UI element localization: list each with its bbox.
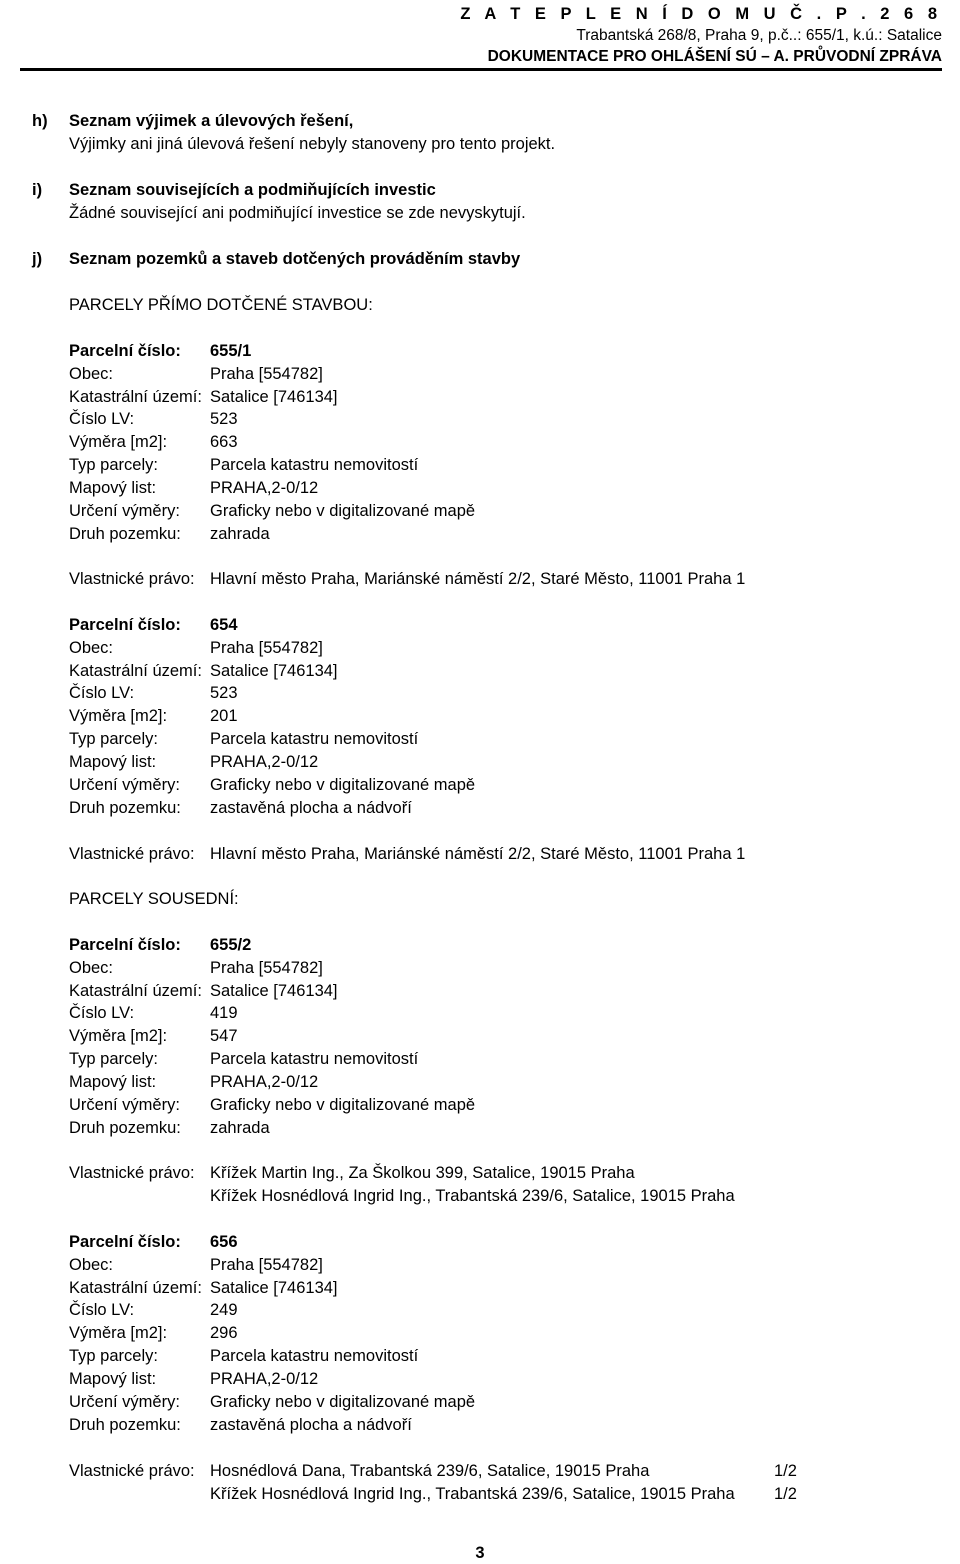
owner-row	[69, 1187, 869, 1209]
parcel-urceni-row	[69, 1096, 869, 1118]
owner-row	[69, 1164, 869, 1186]
parcel-number-label: Parcelní číslo:	[69, 342, 181, 360]
owner-row	[69, 570, 869, 592]
owner-value: Křížek Hosnédlová Ingrid Ing., Trabantská 239/6, Satalice, 19015 Praha	[210, 1485, 735, 1503]
parcel-obec-row	[69, 639, 869, 661]
parcel-number-value: 655/1	[210, 342, 252, 360]
typ-value: Parcela katastru nemovitostí	[210, 730, 419, 748]
parcel-druh-row	[69, 525, 869, 547]
section-i-title: Seznam souvisejících a podmiňujících investic	[69, 181, 436, 199]
section-j-letter: j)	[32, 250, 43, 268]
parcel-typ-row	[69, 456, 869, 478]
lv-value: 523	[210, 410, 238, 428]
lv-label: Číslo LV:	[69, 1301, 135, 1319]
parcel-typ-row	[69, 1347, 869, 1369]
vymera-value: 296	[210, 1324, 238, 1342]
parcel-lv-row	[69, 410, 869, 432]
typ-label: Typ parcely:	[69, 1050, 158, 1068]
parcel-lv-row	[69, 1301, 869, 1323]
typ-value: Parcela katastru nemovitostí	[210, 456, 419, 474]
header-address: Trabantská 268/8, Praha 9, p.č..: 655/1, k.ú.: Satalice	[576, 27, 942, 44]
typ-value: Parcela katastru nemovitostí	[210, 1050, 419, 1068]
parcel-typ-row	[69, 1050, 869, 1072]
ku-label: Katastrální území:	[69, 982, 202, 1000]
lv-value: 419	[210, 1004, 238, 1022]
owner-label: Vlastnické právo:	[69, 570, 195, 588]
obec-label: Obec:	[69, 639, 114, 657]
obec-value: Praha [554782]	[210, 959, 323, 977]
obec-value: Praha [554782]	[210, 1256, 323, 1274]
section-i-letter: i)	[32, 181, 43, 199]
parcel-mapovy-row	[69, 479, 869, 501]
parcel-druh-row	[69, 799, 869, 821]
obec-value: Praha [554782]	[210, 639, 323, 657]
owner-share: 1/2	[774, 1485, 797, 1503]
vymera-value: 663	[210, 433, 238, 451]
mapovy-value: PRAHA,2-0/12	[210, 753, 319, 771]
parcel-obec-row	[69, 959, 869, 981]
urceni-value: Graficky nebo v digitalizované mapě	[210, 502, 476, 520]
lv-label: Číslo LV:	[69, 410, 135, 428]
mapovy-label: Mapový list:	[69, 479, 157, 497]
owner-value: Křížek Hosnédlová Ingrid Ing., Trabantská 239/6, Satalice, 19015 Praha	[210, 1187, 735, 1205]
urceni-value: Graficky nebo v digitalizované mapě	[210, 1096, 476, 1114]
parcel-ku-row	[69, 982, 869, 1004]
owner-label: Vlastnické právo:	[69, 845, 195, 863]
druh-value: zahrada	[210, 525, 270, 543]
parcel-number-value: 656	[210, 1233, 238, 1251]
ku-label: Katastrální území:	[69, 1279, 202, 1297]
section-h-letter: h)	[32, 112, 48, 130]
parcel-obec-row	[69, 365, 869, 387]
owner-row	[69, 1462, 869, 1484]
druh-label: Druh pozemku:	[69, 525, 181, 543]
druh-value: zastavěná plocha a nádvoří	[210, 1416, 412, 1434]
owner-row	[69, 1485, 869, 1507]
parcel-druh-row	[69, 1416, 869, 1438]
parcel-ku-row	[69, 388, 869, 410]
header-rule	[20, 68, 942, 71]
parcel-vymera-row	[69, 1027, 869, 1049]
owner-share: 1/2	[774, 1462, 797, 1480]
mapovy-value: PRAHA,2-0/12	[210, 1370, 319, 1388]
typ-value: Parcela katastru nemovitostí	[210, 1347, 419, 1365]
owner-value: Hosnédlová Dana, Trabantská 239/6, Satalice, 19015 Praha	[210, 1462, 650, 1480]
parcel-obec-row	[69, 1256, 869, 1278]
parcel-number-label: Parcelní číslo:	[69, 616, 181, 634]
ku-value: Satalice [746134]	[210, 982, 338, 1000]
druh-label: Druh pozemku:	[69, 1119, 181, 1137]
owner-value: Křížek Martin Ing., Za Školkou 399, Satalice, 19015 Praha	[210, 1164, 635, 1182]
direct-parcels-heading: PARCELY PŘÍMO DOTČENÉ STAVBOU:	[69, 296, 373, 314]
section-h-text: Výjimky ani jiná úlevová řešení nebyly stanoveny pro tento projekt.	[69, 135, 556, 153]
typ-label: Typ parcely:	[69, 730, 158, 748]
lv-label: Číslo LV:	[69, 1004, 135, 1022]
parcel-number-row	[69, 342, 869, 364]
section-j-title: Seznam pozemků a staveb dotčených prováděním stavby	[69, 250, 521, 268]
parcel-number-value: 654	[210, 616, 238, 634]
parcel-vymera-row	[69, 433, 869, 455]
druh-value: zahrada	[210, 1119, 270, 1137]
urceni-label: Určení výměry:	[69, 502, 180, 520]
owner-row	[69, 845, 869, 867]
parcel-druh-row	[69, 1119, 869, 1141]
parcel-urceni-row	[69, 776, 869, 798]
urceni-value: Graficky nebo v digitalizované mapě	[210, 1393, 476, 1411]
urceni-label: Určení výměry:	[69, 776, 180, 794]
parcel-urceni-row	[69, 502, 869, 524]
typ-label: Typ parcely:	[69, 456, 158, 474]
parcel-lv-row	[69, 1004, 869, 1026]
section-h-title: Seznam výjimek a úlevových řešení,	[69, 112, 354, 130]
parcel-number-row	[69, 936, 869, 958]
section-i-text: Žádné související ani podmiňující investice se zde nevyskytují.	[69, 204, 526, 222]
parcel-ku-row	[69, 662, 869, 684]
vymera-label: Výměra [m2]:	[69, 433, 168, 451]
header-document-type: DOKUMENTACE PRO OHLÁŠENÍ SÚ – A. PRŮVODNÍ ZPRÁVA	[487, 48, 942, 65]
parcel-mapovy-row	[69, 1073, 869, 1095]
page-header	[460, 4, 942, 67]
obec-value: Praha [554782]	[210, 365, 323, 383]
mapovy-value: PRAHA,2-0/12	[210, 479, 319, 497]
lv-value: 523	[210, 684, 238, 702]
mapovy-label: Mapový list:	[69, 753, 157, 771]
ku-label: Katastrální území:	[69, 388, 202, 406]
obec-label: Obec:	[69, 959, 114, 977]
lv-value: 249	[210, 1301, 238, 1319]
druh-label: Druh pozemku:	[69, 1416, 181, 1434]
header-project-title: Z A T E P L E N Í D O M U Č . P . 2 6 8	[460, 5, 942, 23]
obec-label: Obec:	[69, 1256, 114, 1274]
parcel-ku-row	[69, 1279, 869, 1301]
mapovy-value: PRAHA,2-0/12	[210, 1073, 319, 1091]
parcel-number-row	[69, 616, 869, 638]
owner-label: Vlastnické právo:	[69, 1462, 195, 1480]
lv-label: Číslo LV:	[69, 684, 135, 702]
ku-value: Satalice [746134]	[210, 388, 338, 406]
obec-label: Obec:	[69, 365, 114, 383]
parcel-mapovy-row	[69, 1370, 869, 1392]
owner-value: Hlavní město Praha, Mariánské náměstí 2/2, Staré Město, 11001 Praha 1	[210, 570, 746, 588]
druh-label: Druh pozemku:	[69, 799, 181, 817]
neighbor-parcels-heading: PARCELY SOUSEDNÍ:	[69, 890, 239, 908]
parcel-vymera-row	[69, 707, 869, 729]
vymera-label: Výměra [m2]:	[69, 707, 168, 725]
vymera-label: Výměra [m2]:	[69, 1027, 168, 1045]
ku-label: Katastrální území:	[69, 662, 202, 680]
parcel-typ-row	[69, 730, 869, 752]
parcel-vymera-row	[69, 1324, 869, 1346]
parcel-number-row	[69, 1233, 869, 1255]
parcel-urceni-row	[69, 1393, 869, 1415]
parcel-lv-row	[69, 684, 869, 706]
typ-label: Typ parcely:	[69, 1347, 158, 1365]
parcel-number-label: Parcelní číslo:	[69, 1233, 181, 1251]
urceni-label: Určení výměry:	[69, 1096, 180, 1114]
parcel-number-value: 655/2	[210, 936, 252, 954]
mapovy-label: Mapový list:	[69, 1370, 157, 1388]
urceni-label: Určení výměry:	[69, 1393, 180, 1411]
urceni-value: Graficky nebo v digitalizované mapě	[210, 776, 476, 794]
mapovy-label: Mapový list:	[69, 1073, 157, 1091]
ku-value: Satalice [746134]	[210, 662, 338, 680]
ku-value: Satalice [746134]	[210, 1279, 338, 1297]
parcel-mapovy-row	[69, 753, 869, 775]
page-number: 3	[475, 1544, 485, 1562]
vymera-value: 547	[210, 1027, 238, 1045]
vymera-label: Výměra [m2]:	[69, 1324, 168, 1342]
druh-value: zastavěná plocha a nádvoří	[210, 799, 412, 817]
owner-value: Hlavní město Praha, Mariánské náměstí 2/2, Staré Město, 11001 Praha 1	[210, 845, 746, 863]
vymera-value: 201	[210, 707, 238, 725]
owner-label: Vlastnické právo:	[69, 1164, 195, 1182]
parcel-number-label: Parcelní číslo:	[69, 936, 181, 954]
